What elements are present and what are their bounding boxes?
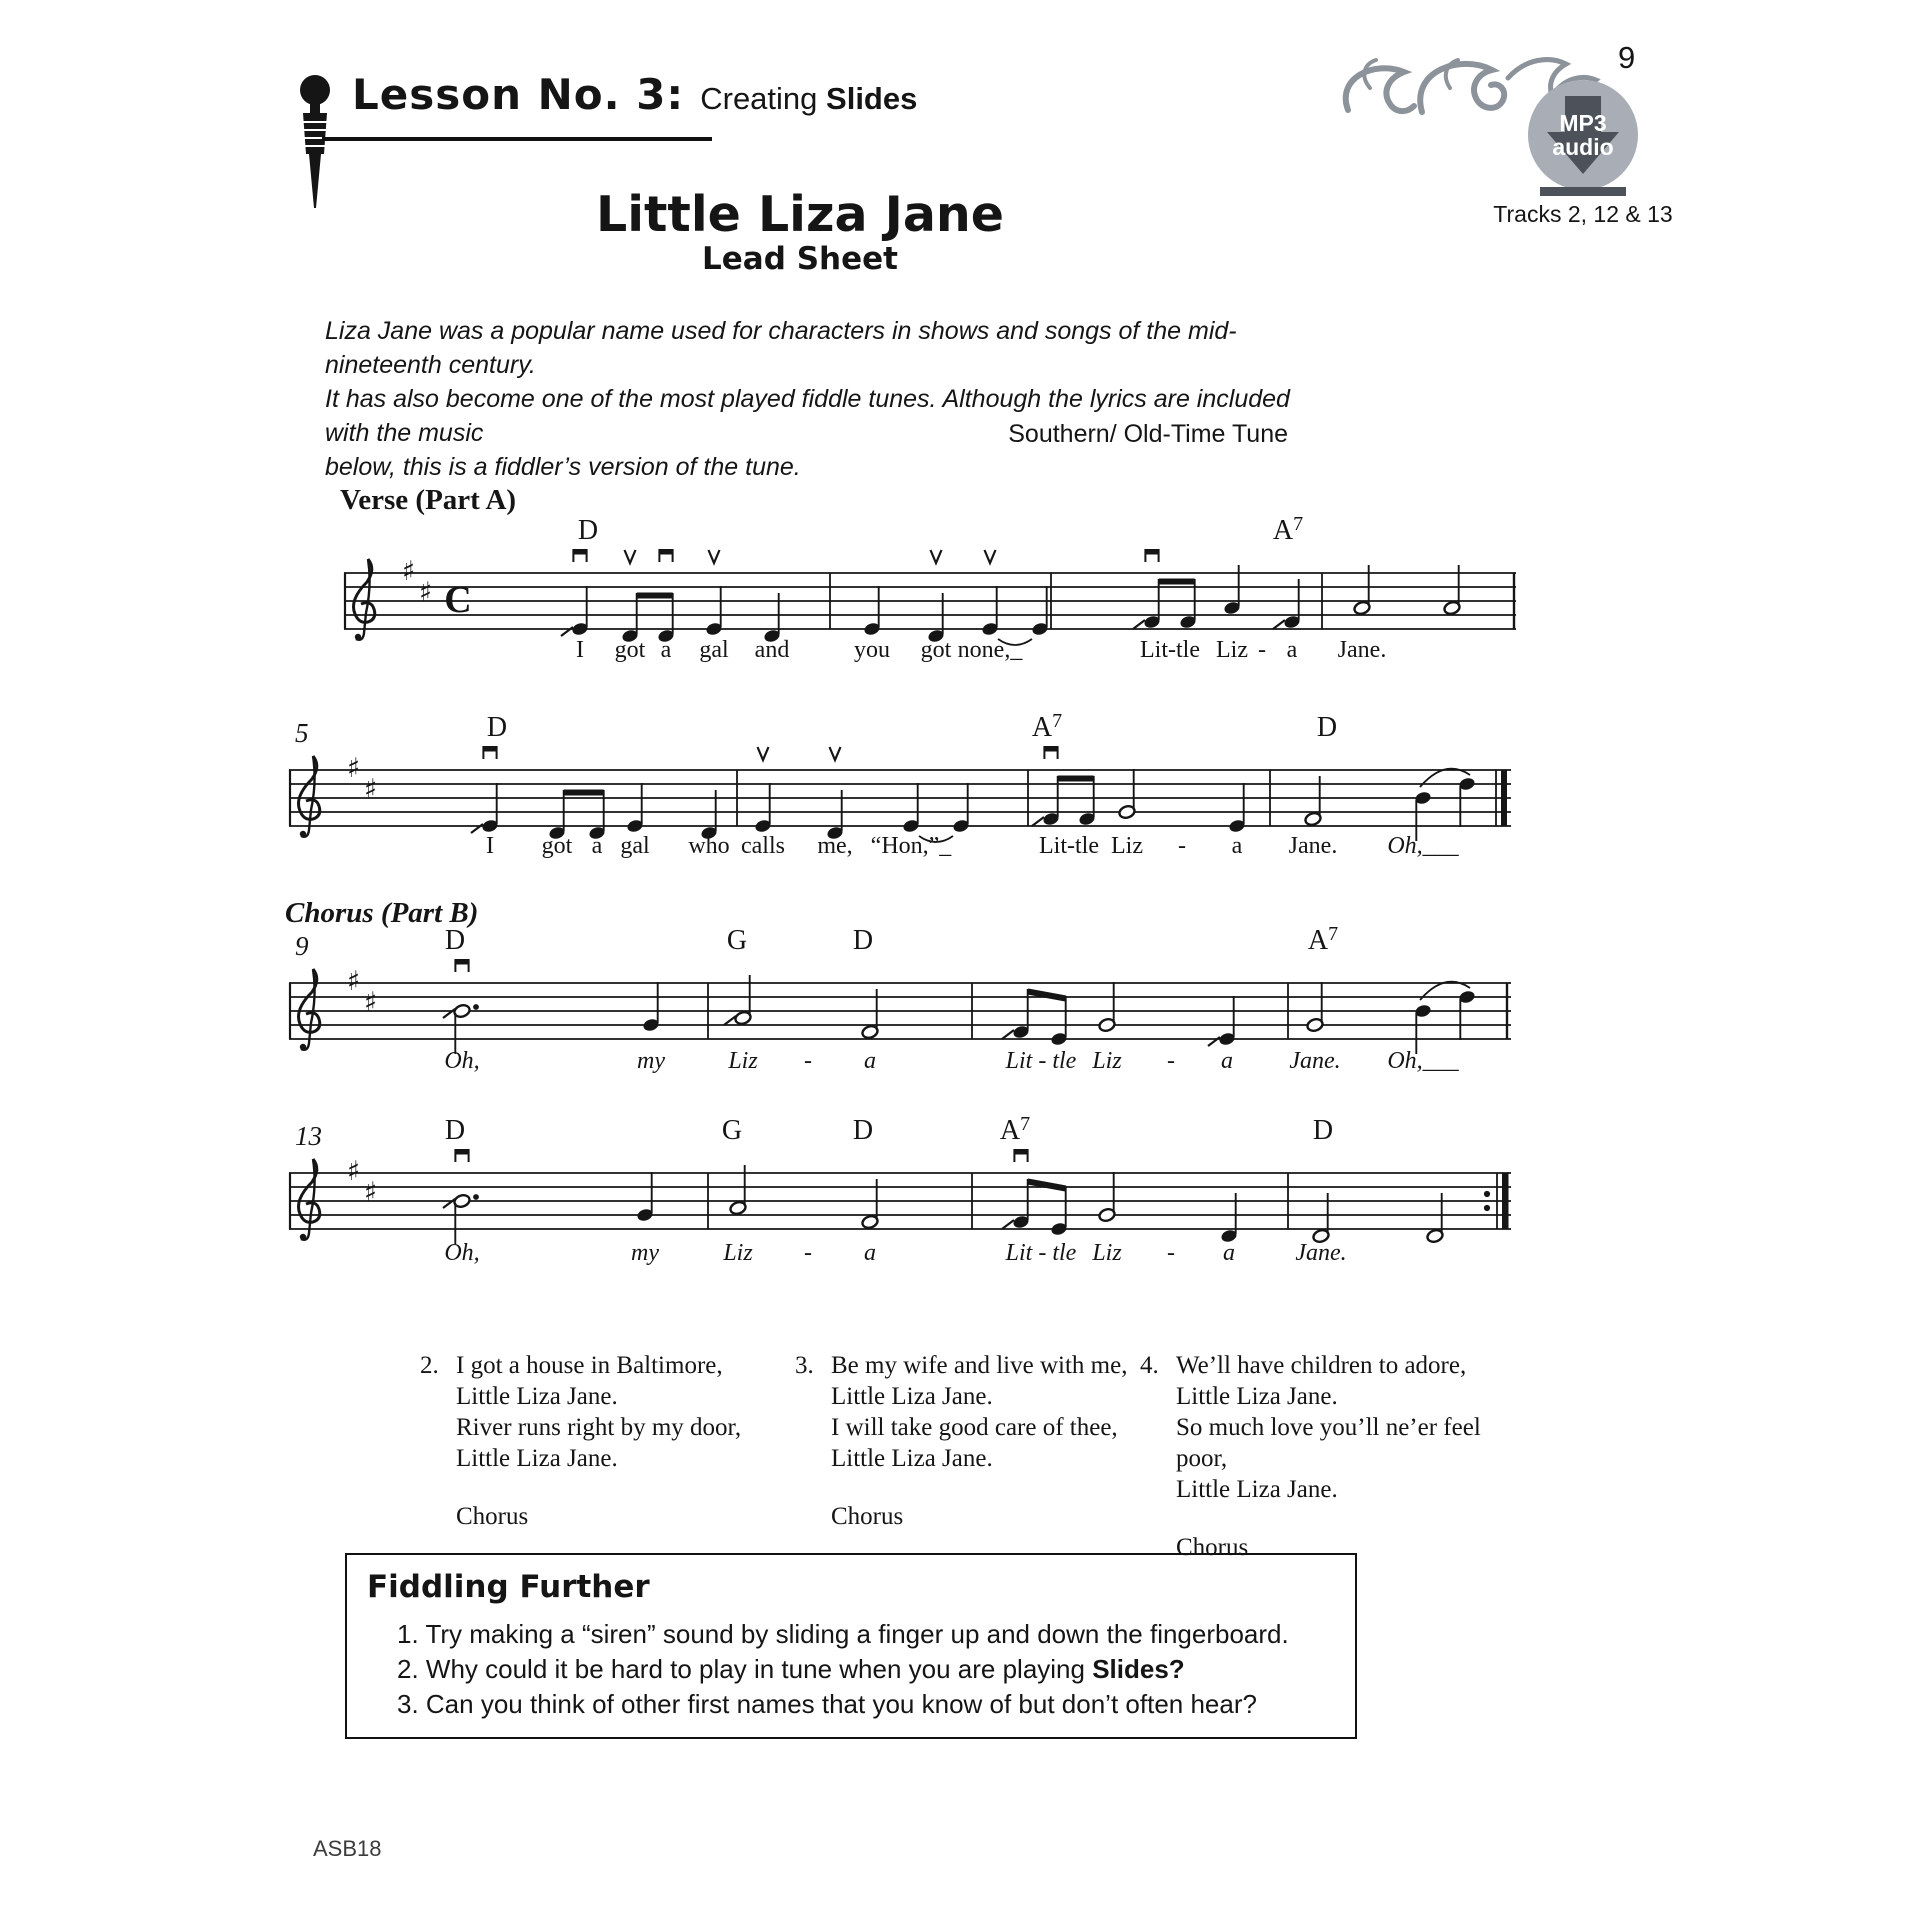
- lyric: got: [614, 637, 646, 663]
- verse-number: 2.: [420, 1352, 439, 1379]
- lyric: a: [1221, 1048, 1233, 1074]
- chorus-ref: Chorus: [456, 1503, 529, 1530]
- lyric: a: [591, 833, 603, 859]
- music-system-3-svg: [285, 925, 1515, 1103]
- lyric: gal: [620, 833, 650, 859]
- slide-mark: [1273, 620, 1285, 629]
- lyric: Liz: [728, 1048, 758, 1074]
- fiddling-further-box: [345, 1553, 1357, 1739]
- lyric: Oh,___: [1387, 1048, 1459, 1074]
- tracks-label: Tracks 2, 12 & 13: [1493, 201, 1673, 227]
- verse-line: I will take good care of thee,: [831, 1414, 1118, 1441]
- song-subtitle: Lead Sheet: [702, 241, 898, 277]
- verse-column-4: [1140, 1350, 1510, 1563]
- sharp-icon: ♯: [364, 987, 378, 1018]
- lesson-subtitle-regular: Creating: [700, 81, 827, 116]
- down-bow-icon: [1044, 746, 1059, 759]
- down-bow-icon: [1145, 549, 1160, 562]
- badge-line1: MP3: [1559, 110, 1607, 136]
- lyric: I: [576, 637, 584, 663]
- lyric: I: [486, 833, 494, 859]
- lyric: Lit-tle: [1039, 833, 1099, 859]
- measure-number: 13: [295, 1121, 322, 1151]
- down-bow-icon: [659, 549, 674, 562]
- music-system-4-svg: [285, 1115, 1515, 1293]
- chord-label: D: [444, 1115, 466, 1146]
- slide-mark: [1002, 1030, 1014, 1039]
- chord-label: G: [726, 925, 748, 956]
- slide-mark: [1002, 1220, 1014, 1229]
- chord-label: $A^7$: [1031, 712, 1063, 743]
- mp3-audio-badge: [1528, 80, 1638, 190]
- lyric-hyphen: -: [1258, 637, 1266, 663]
- lyric: Liz: [1092, 1048, 1122, 1074]
- lyric-hyphen: -: [1167, 1240, 1175, 1266]
- chord-label: D: [852, 1115, 874, 1146]
- music-system-2: [285, 712, 1515, 895]
- music-system-1: [340, 515, 1520, 698]
- verse-lines: [831, 1350, 1165, 1474]
- lyric: got: [541, 833, 573, 859]
- intro-line-2: It has also become one of the most played fiddle tunes. Although the lyrics are included with the music: [325, 385, 1290, 447]
- music-system-3: [285, 925, 1515, 1108]
- sharp-icon: ♯: [402, 556, 416, 587]
- lyric: Oh,: [444, 1048, 480, 1074]
- chord-label: $A^7$: [1272, 515, 1304, 546]
- up-bow-icon: [709, 550, 720, 563]
- lyric: a: [864, 1240, 876, 1266]
- fiddling-item-2-text: 2. Why could it be hard to play in tune when you are playing: [397, 1654, 1093, 1684]
- treble-clef-icon: [299, 969, 320, 1032]
- slide-mark: [724, 1016, 736, 1025]
- down-bow-icon: [455, 959, 470, 972]
- intro-line-1: Liza Jane was a popular name used for characters in shows and songs of the mid-nineteenth century.: [325, 317, 1237, 379]
- verse-column-3: [795, 1350, 1165, 1532]
- lyric: none,_: [957, 637, 1023, 663]
- verse-number: 4.: [1140, 1352, 1159, 1379]
- chord-label: $A^7$: [999, 1115, 1031, 1146]
- treble-clef-icon: [299, 1159, 320, 1222]
- verse-line: Little Liza Jane.: [1176, 1476, 1338, 1503]
- up-bow-icon: [931, 550, 942, 563]
- lyric: a: [1223, 1240, 1235, 1266]
- sharp-icon: ♯: [347, 753, 361, 784]
- chord-label: D: [1312, 1115, 1334, 1146]
- lyric-hyphen: -: [804, 1240, 812, 1266]
- treble-clef-icon: [354, 559, 375, 622]
- lyric: Jane.: [1295, 1240, 1347, 1266]
- verse-line: So much love you’ll ne’er feel poor,: [1176, 1414, 1481, 1472]
- verse-lines: [456, 1350, 790, 1474]
- footer-code: ASB18: [313, 1836, 382, 1861]
- fiddling-item-1: 1. Try making a “siren” sound by sliding a finger up and down the fingerboard.: [397, 1619, 1289, 1649]
- music-system-4: [285, 1115, 1515, 1298]
- lyric: calls: [741, 833, 785, 859]
- lyric: Liz: [1216, 637, 1248, 663]
- lyric: Jane.: [1289, 1048, 1341, 1074]
- lyric: Liz: [1111, 833, 1143, 859]
- lyric: you: [854, 637, 890, 663]
- lyric: got: [920, 637, 952, 663]
- lesson-subtitle: [700, 81, 917, 117]
- lyric: a: [864, 1048, 876, 1074]
- song-title: Little Liza Jane: [595, 186, 1005, 243]
- chord-label: D: [852, 925, 874, 956]
- chord-label: D: [1316, 712, 1338, 743]
- music-system-1-svg: [340, 515, 1520, 693]
- measure-number: 5: [295, 718, 309, 748]
- chord-label: D: [577, 515, 599, 546]
- lyric: “Hon,”_: [870, 833, 952, 859]
- chorus-ref: Chorus: [1176, 1534, 1249, 1561]
- lesson-header: [352, 70, 917, 119]
- fiddling-item-2: [397, 1652, 1355, 1687]
- verse-line: Be my wife and live with me,: [831, 1352, 1128, 1379]
- measure-number: 9: [295, 931, 309, 961]
- verse-column-2: [420, 1350, 790, 1532]
- intro-line-3: below, this is a fiddler’s version of the tune.: [325, 453, 801, 481]
- lyric: Lit - tle: [1005, 1240, 1077, 1266]
- lyric-hyphen: -: [1167, 1048, 1175, 1074]
- fiddling-item-2-bold: Slides?: [1092, 1654, 1185, 1684]
- verse-label: Verse (Part A): [340, 484, 517, 516]
- fiddling-further-title: Fiddling Further: [367, 1569, 650, 1605]
- treble-clef-icon: [299, 756, 320, 819]
- lyric: who: [688, 833, 730, 859]
- verse-line: Little Liza Jane.: [831, 1383, 993, 1410]
- down-bow-icon: [455, 1149, 470, 1162]
- sharp-icon: ♯: [364, 774, 378, 805]
- lyric: Lit-tle: [1140, 637, 1200, 663]
- up-bow-icon: [758, 747, 769, 760]
- sharp-icon: ♯: [347, 1156, 361, 1187]
- lyric: and: [754, 637, 790, 663]
- tune-type-label: Southern/ Old-Time Tune: [1008, 420, 1288, 448]
- badge-line2: audio: [1552, 134, 1614, 160]
- verse-line: We’ll have children to adore,: [1176, 1352, 1467, 1379]
- chord-label: $A^7$: [1307, 925, 1339, 956]
- verse-line: Little Liza Jane.: [831, 1445, 993, 1472]
- lyric: gal: [699, 637, 729, 663]
- verse-lines: [1176, 1350, 1510, 1505]
- slide-mark: [1032, 817, 1044, 826]
- verse-line: Little Liza Jane.: [456, 1445, 618, 1472]
- lyric: Oh,___: [1387, 833, 1459, 859]
- lyric: me,: [817, 833, 853, 859]
- lyric: Liz: [723, 1240, 753, 1266]
- down-bow-icon: [1014, 1149, 1029, 1162]
- lyric: Jane.: [1288, 833, 1338, 859]
- fiddling-further-items: [397, 1617, 1355, 1722]
- lyric: Jane.: [1337, 637, 1387, 663]
- up-bow-icon: [830, 747, 841, 760]
- lyric: Lit - tle: [1005, 1048, 1077, 1074]
- lesson-title: Lesson No. 3:: [352, 70, 685, 119]
- tuning-peg-icon: [288, 60, 344, 212]
- lesson-subtitle-bold: Slides: [826, 81, 918, 116]
- sharp-icon: ♯: [347, 966, 361, 997]
- chord-label: D: [444, 925, 466, 956]
- chord-label: G: [721, 1115, 743, 1146]
- verse-number: 3.: [795, 1352, 814, 1379]
- verse-line: Little Liza Jane.: [1176, 1383, 1338, 1410]
- lyric: my: [637, 1048, 665, 1074]
- chord-label: D: [486, 712, 508, 743]
- up-bow-icon: [985, 550, 996, 563]
- lyric: Oh,: [444, 1240, 480, 1266]
- page-number: 9: [1618, 40, 1636, 75]
- sharp-icon: ♯: [419, 577, 433, 608]
- intro-paragraph: [325, 314, 1325, 484]
- down-bow-icon: [573, 549, 588, 562]
- slide-mark: [1133, 620, 1145, 629]
- lyric-hyphen: -: [1178, 833, 1186, 859]
- down-bow-icon: [483, 746, 498, 759]
- lyric: my: [631, 1240, 659, 1266]
- up-bow-icon: [625, 550, 636, 563]
- fiddling-item-3: 3. Can you think of other first names that you know of but don’t often hear?: [397, 1689, 1257, 1719]
- music-system-2-svg: [285, 712, 1515, 890]
- lyric: a: [660, 637, 672, 663]
- lyric-hyphen: -: [804, 1048, 812, 1074]
- lyric: Liz: [1092, 1240, 1122, 1266]
- verse-line: Little Liza Jane.: [456, 1383, 618, 1410]
- lyric: a: [1286, 637, 1298, 663]
- time-signature: C: [444, 579, 472, 621]
- sharp-icon: ♯: [364, 1177, 378, 1208]
- verse-line: River runs right by my door,: [456, 1414, 742, 1441]
- chorus-ref: Chorus: [831, 1503, 904, 1530]
- chorus-label: Chorus (Part B): [285, 897, 479, 929]
- verse-line: I got a house in Baltimore,: [456, 1352, 723, 1379]
- badge-base-bar: [1540, 187, 1626, 196]
- header-underline: [322, 137, 712, 141]
- lyric: a: [1231, 833, 1243, 859]
